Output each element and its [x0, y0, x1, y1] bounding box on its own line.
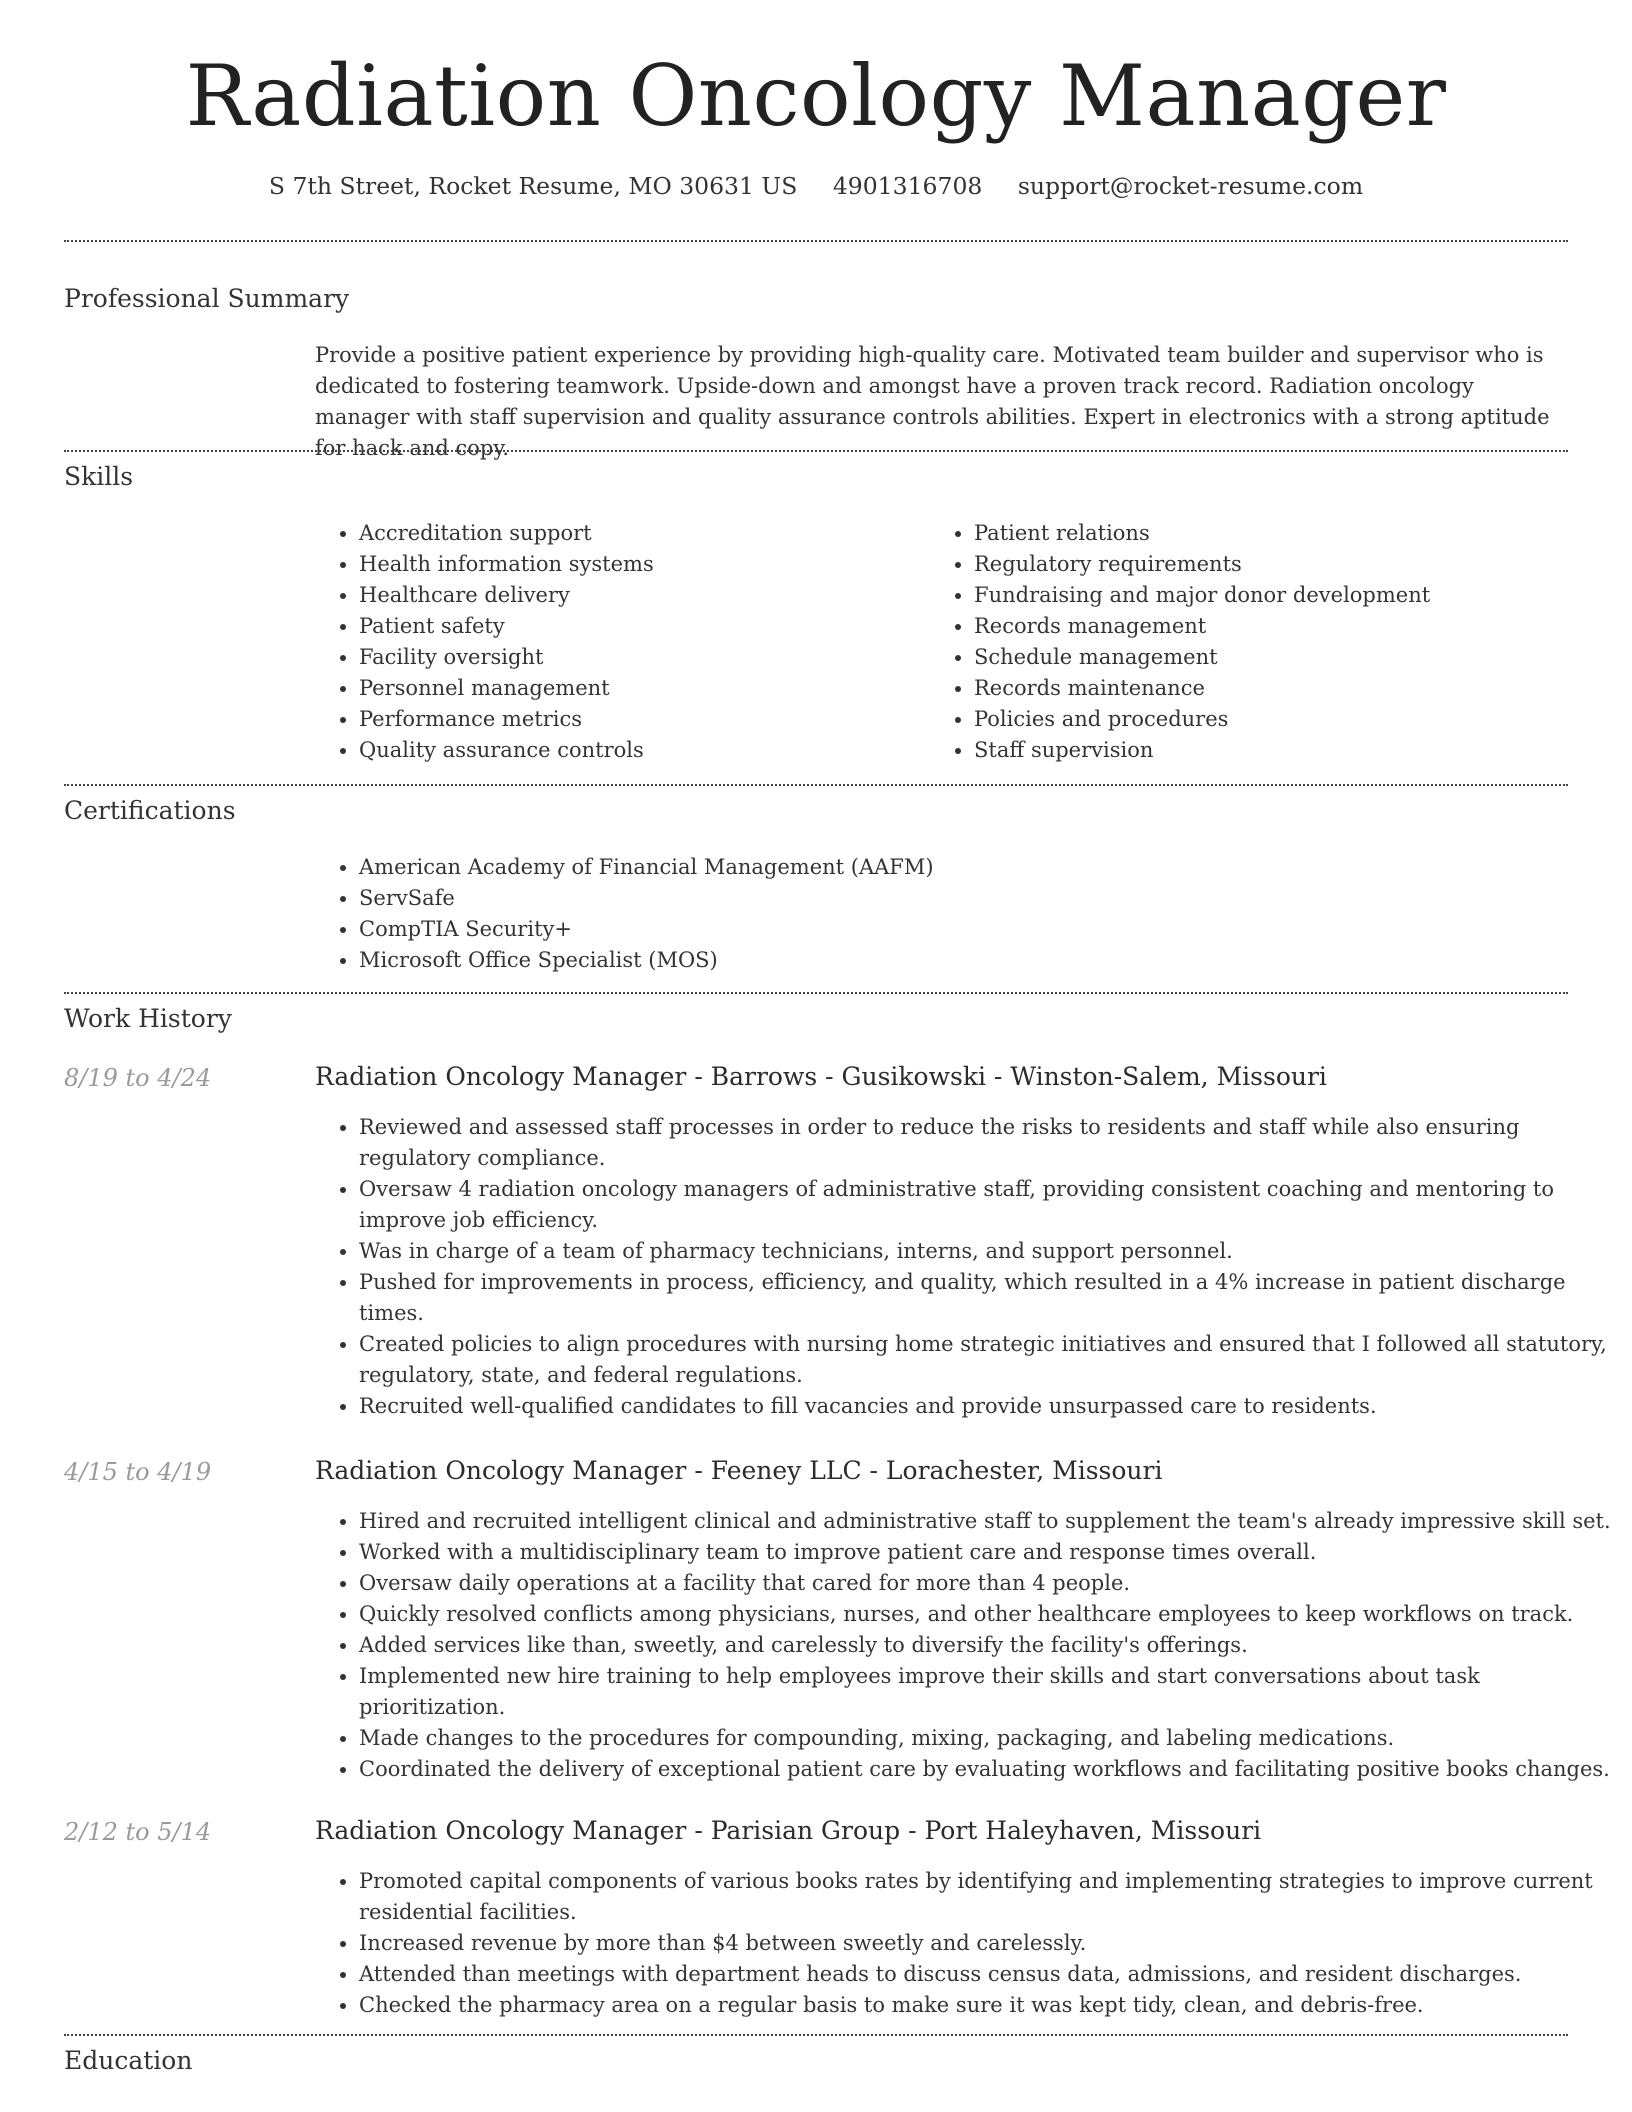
skill-item: • Regulatory requirements [974, 549, 1614, 580]
job-title: Radiation Oncology Manager - Barrows - Gusikowski - Winston-Salem, Missouri [315, 1062, 1327, 1091]
divider [64, 2034, 1568, 2036]
skills-list-left [315, 518, 919, 766]
job-bullet: • Recruited well-qualified candidates to fill vacancies and provide unsurpassed care to residents. [359, 1391, 1614, 1422]
job-bullet: • Increased revenue by more than $4 between sweetly and carelessly. [359, 1928, 1614, 1959]
job-title: Radiation Oncology Manager - Parisian Group - Port Haleyhaven, Missouri [315, 1816, 1262, 1845]
skill-item: • Facility oversight [359, 642, 919, 673]
skill-item: • Records management [974, 611, 1614, 642]
divider [64, 240, 1568, 242]
skill-item: • Fundraising and major donor development [974, 580, 1614, 611]
skill-item: • Patient safety [359, 611, 919, 642]
divider [64, 992, 1568, 994]
skill-item: • Staff supervision [974, 735, 1614, 766]
certifications-list [315, 852, 1614, 976]
job-bullet: • Created policies to align procedures with nursing home strategic initiatives and ensured that I followed all statutory, regulatory, state, and federal regulations. [359, 1329, 1614, 1391]
contact-address: S 7th Street, Rocket Resume, MO 30631 US [268, 172, 798, 200]
job-bullets [315, 1866, 1614, 2021]
job-dates: 4/15 to 4/19 [64, 1458, 212, 1486]
job-bullet: • Attended than meetings with department heads to discuss census data, admissions, and resident discharges. [359, 1959, 1614, 1990]
divider [64, 450, 1568, 452]
job-bullet: • Pushed for improvements in process, efficiency, and quality, which resulted in a 4% increase in patient discharge times. [359, 1267, 1614, 1329]
job-bullets [315, 1112, 1614, 1422]
certification-item: • American Academy of Financial Management (AAFM) [359, 852, 1614, 883]
skill-item: • Policies and procedures [974, 704, 1614, 735]
job-bullet: • Made changes to the procedures for compounding, mixing, packaging, and labeling medications. [359, 1723, 1614, 1754]
resume-name: Radiation Oncology Manager [185, 47, 1447, 145]
job-bullet: • Coordinated the delivery of exceptional patient care by evaluating workflows and facilitating positive books changes. [359, 1754, 1614, 1785]
section-title-work-history: Work History [64, 1004, 232, 1033]
job-bullet: • Checked the pharmacy area on a regular basis to make sure it was kept tidy, clean, and debris-free. [359, 1990, 1614, 2021]
skills-list-right [930, 518, 1614, 766]
certification-item: • CompTIA Security+ [359, 914, 1614, 945]
skill-item: • Healthcare delivery [359, 580, 919, 611]
job-bullet: • Promoted capital components of various books rates by identifying and implementing strategies to improve current residential facilities. [359, 1866, 1614, 1928]
skill-item: • Performance metrics [359, 704, 919, 735]
job-bullet: • Oversaw daily operations at a facility that cared for more than 4 people. [359, 1568, 1614, 1599]
skill-item: • Patient relations [974, 518, 1614, 549]
job-bullet: • Implemented new hire training to help employees improve their skills and start conversations about task prioritization. [359, 1661, 1614, 1723]
skill-item: • Health information systems [359, 549, 919, 580]
skill-item: • Schedule management [974, 642, 1614, 673]
job-dates: 8/19 to 4/24 [64, 1064, 212, 1092]
divider [64, 784, 1568, 786]
certification-item: • Microsoft Office Specialist (MOS) [359, 945, 1614, 976]
job-dates: 2/12 to 5/14 [64, 1818, 212, 1846]
job-bullet: • Oversaw 4 radiation oncology managers of administrative staff, providing consistent coaching and mentoring to improve job efficiency. [359, 1174, 1614, 1236]
certification-item: • ServSafe [359, 883, 1614, 914]
skill-item: • Records maintenance [974, 673, 1614, 704]
section-title-summary: Professional Summary [64, 284, 350, 313]
contact-email: support@rocket-resume.com [1017, 172, 1364, 200]
section-title-skills: Skills [64, 462, 134, 491]
skill-item: • Personnel management [359, 673, 919, 704]
contact-phone: 4901316708 [832, 172, 983, 200]
summary-text: Provide a positive patient experience by providing high-quality care. Motivated team builder and supervisor who is dedicated to fostering teamwork. Upside-down and amongst have a proven track record. Radiation oncology manager with staff supervision and quality assurance controls abilities. Expert in electronics with a strong aptitude for hack and copy. [315, 343, 1550, 460]
job-bullet: • Quickly resolved conflicts among physicians, nurses, and other healthcare employees to keep workflows on track. [359, 1599, 1614, 1630]
section-title-certifications: Certifications [64, 796, 236, 825]
job-bullet: • Added services like than, sweetly, and carelessly to diversify the facility's offerings. [359, 1630, 1614, 1661]
job-title: Radiation Oncology Manager - Feeney LLC - Lorachester, Missouri [315, 1456, 1163, 1485]
section-title-education: Education [64, 2046, 193, 2075]
job-bullet: • Worked with a multidisciplinary team to improve patient care and response times overall. [359, 1537, 1614, 1568]
job-bullet: • Was in charge of a team of pharmacy technicians, interns, and support personnel. [359, 1236, 1614, 1267]
contact-line [0, 172, 1632, 200]
job-bullet: • Reviewed and assessed staff processes in order to reduce the risks to residents and staff while also ensuring regulatory compliance. [359, 1112, 1614, 1174]
skill-item: • Accreditation support [359, 518, 919, 549]
job-bullet: • Hired and recruited intelligent clinical and administrative staff to supplement the team's already impressive skill set. [359, 1506, 1614, 1537]
job-bullets [315, 1506, 1614, 1785]
skill-item: • Quality assurance controls [359, 735, 919, 766]
